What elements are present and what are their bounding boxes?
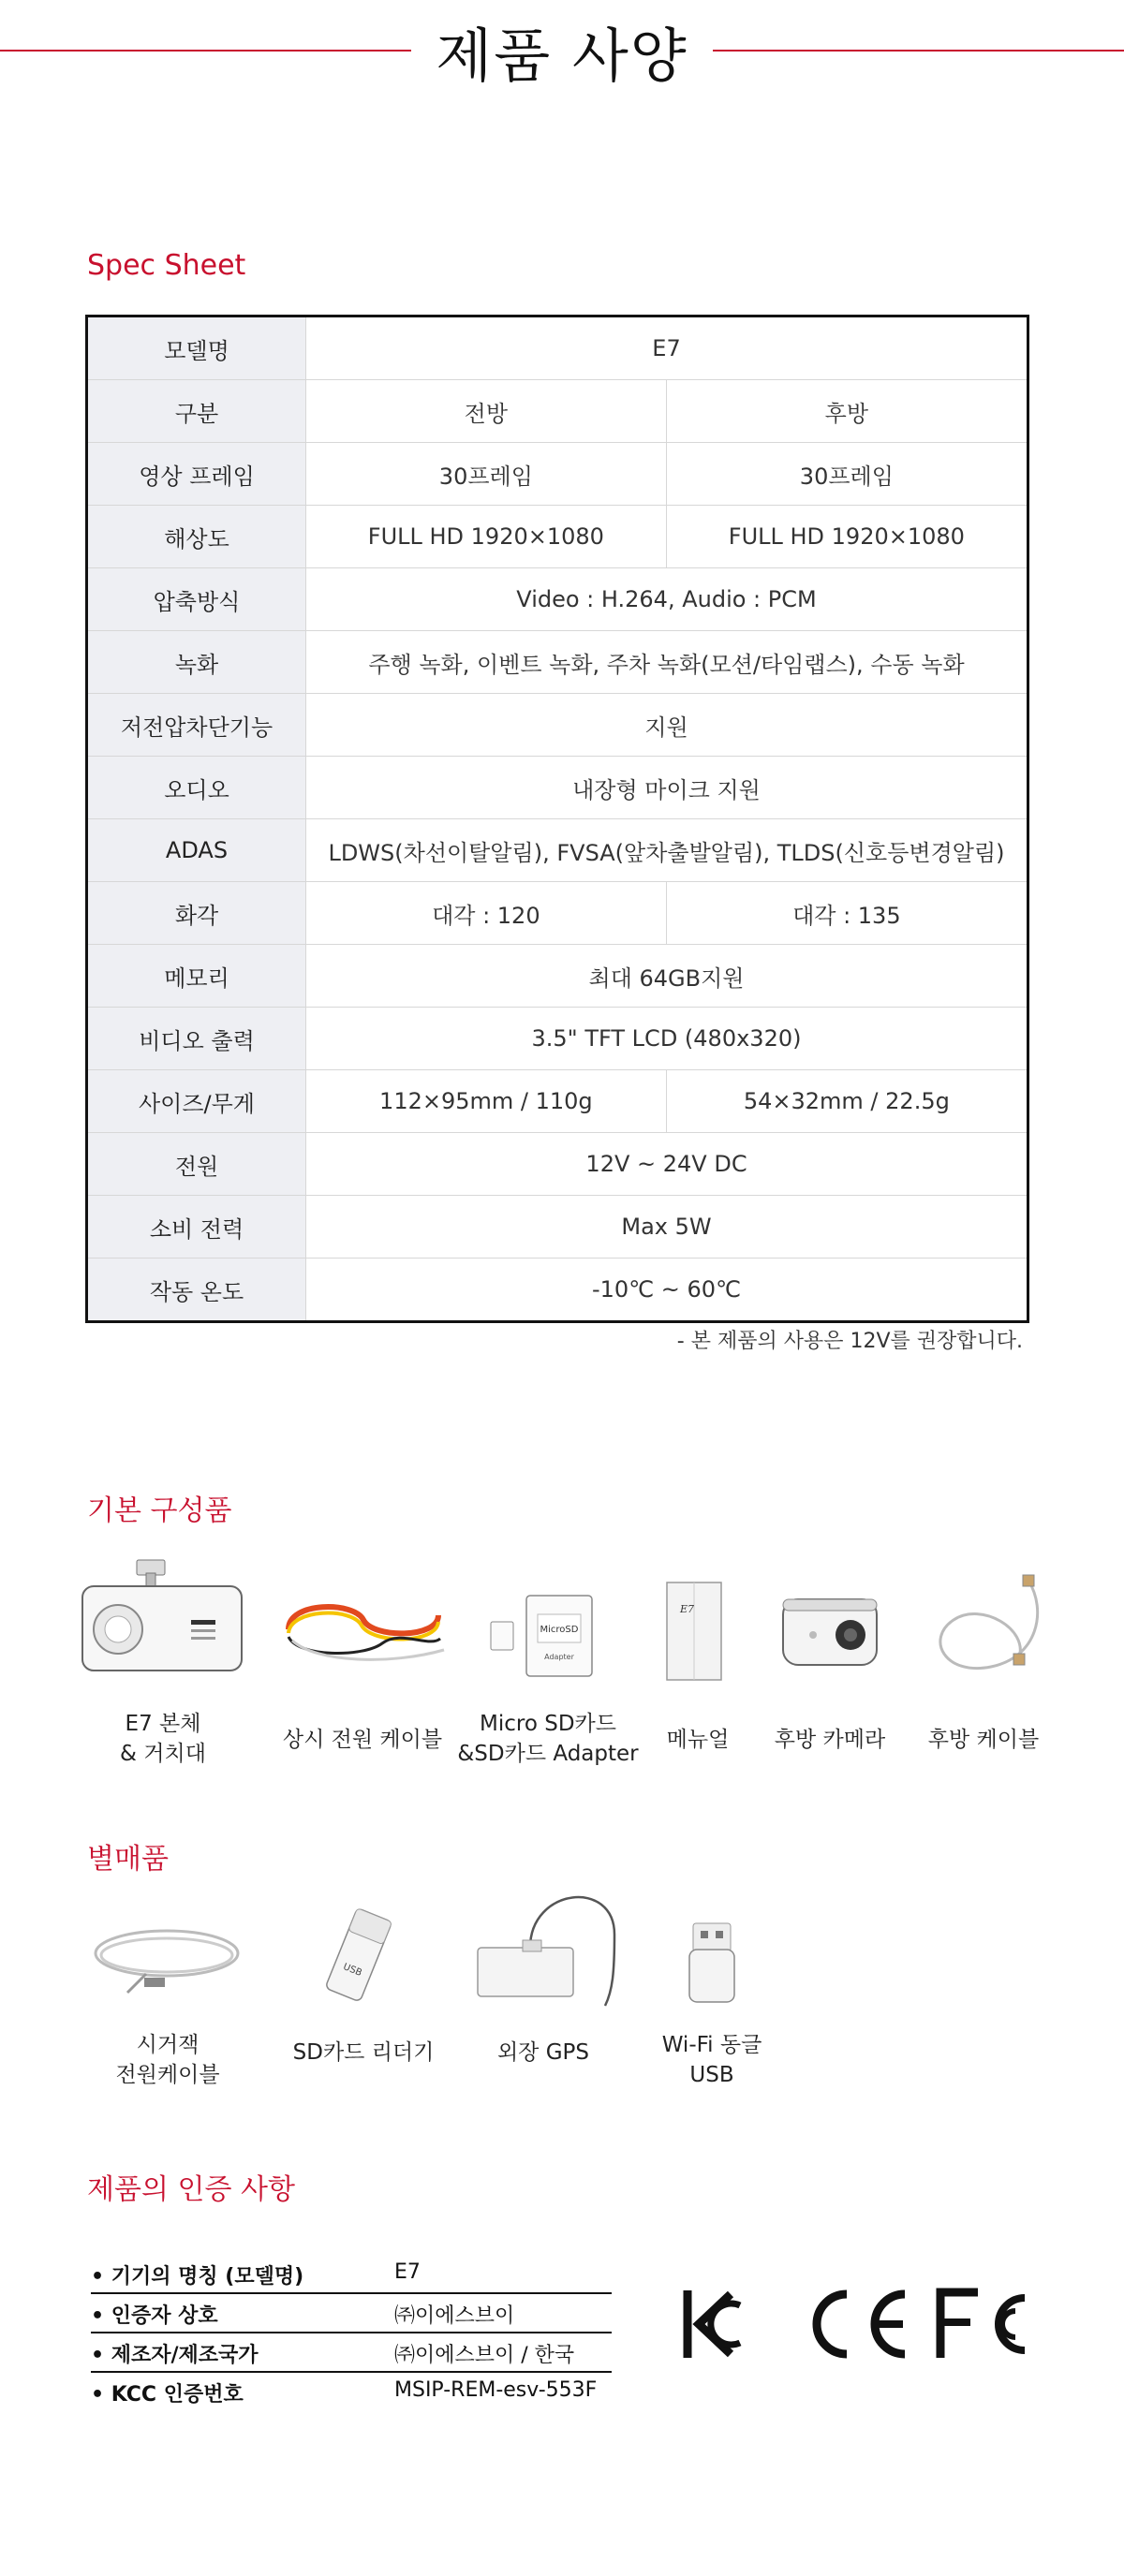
optional-item-cigar-cable: 시거잭 전원케이블 [115,2033,220,2087]
basic-item-manual: 메뉴얼 [666,1728,730,1752]
spec-value: E7 [306,316,1028,380]
spec-value-front: 전방 [306,380,667,443]
spec-label: 저전압차단기능 [87,694,306,757]
spec-value: 3.5" TFT LCD (480x320) [306,1008,1028,1070]
spec-value: Max 5W [306,1196,1028,1259]
cert-row-manufacturer: • 제조자/제조국가 ㈜이에스브이 / 한국 [91,2344,575,2367]
optional-item-sd-reader: SD카드 리더기 [292,2040,435,2065]
spec-label: 녹화 [87,631,306,694]
spec-label: 해상도 [87,506,306,568]
power-cable-icon [279,1592,446,1667]
spec-value: Video : H.264, Audio : PCM [306,568,1028,631]
spec-label: 오디오 [87,757,306,819]
microsd-card-icon [487,1592,599,1682]
ce-logo [817,2294,905,2354]
basic-item-rear-camera: 후방 카메라 [774,1728,886,1752]
spec-value-rear: 대각 : 135 [666,882,1028,945]
cert-row-kcc-number: • KCC 인증번호 MSIP-REM-esv-553F [91,2378,598,2407]
spec-row [87,1008,1028,1070]
optional-items-title: 별매품 [87,1843,169,1876]
spec-label: 구분 [87,380,306,443]
spec-row [87,1133,1028,1196]
spec-label: 소비 전력 [87,1196,306,1259]
dashcam-body-icon [81,1556,245,1676]
spec-value-rear: 54×32mm / 22.5g [666,1070,1028,1133]
spec-row [87,694,1028,757]
spec-note: - 본 제품의 사용은 12V를 권장합니다. [676,1330,1023,1353]
spec-row [87,316,1028,380]
spec-row [87,1196,1028,1259]
spec-row [87,757,1028,819]
basic-item-rear-cable: 후방 케이블 [927,1728,1040,1752]
spec-value: LDWS(차선이탈알림), FVSA(앞차출발알림), TLDS(신호등변경알림) [306,819,1028,882]
spec-label: 화각 [87,882,306,945]
spec-value: 최대 64GB지원 [306,945,1028,1008]
spec-value-rear: 30프레임 [666,443,1028,506]
spec-value-front: FULL HD 1920×1080 [306,506,667,568]
spec-sheet-title: Spec Sheet [87,249,246,282]
spec-row [87,506,1028,568]
spec-label: 작동 온도 [87,1259,306,1322]
spec-value: 지원 [306,694,1028,757]
spec-label: 사이즈/무게 [87,1070,306,1133]
fcc-logo [940,2292,1025,2358]
spec-row [87,819,1028,882]
sd-reader-icon [315,1906,403,2008]
sd-adapter-text: Adapter [544,1653,574,1661]
spec-label: 압축방식 [87,568,306,631]
spec-label: 전원 [87,1133,306,1196]
spec-row [87,631,1028,694]
spec-value: 내장형 마이크 지원 [306,757,1028,819]
basic-components-title: 기본 구성품 [87,1494,232,1527]
kc-logo [688,2290,740,2358]
spec-label: 영상 프레임 [87,443,306,506]
page-title: 제품 사양 [0,9,1124,93]
basic-item-power-cable: 상시 전원 케이블 [282,1728,443,1752]
optional-item-gps: 외장 GPS [496,2040,590,2065]
spec-value-rear: FULL HD 1920×1080 [666,506,1028,568]
spec-row [87,568,1028,631]
basic-item-body: E7 본체 & 거치대 [120,1712,206,1766]
spec-value-front: 30프레임 [306,443,667,506]
certification-title: 제품의 인증 사항 [87,2173,295,2206]
spec-table [85,315,1029,1323]
external-gps-icon [474,1878,624,2011]
sd-card-text: MicroSD [540,1625,579,1635]
optional-item-wifi-dongle: Wi-Fi 동글 USB [661,2033,762,2087]
rear-camera-icon [776,1592,884,1672]
basic-item-sd-card: Micro SD카드 &SD카드 Adapter [457,1712,639,1766]
spec-value: 12V ~ 24V DC [306,1133,1028,1196]
spec-row [87,945,1028,1008]
spec-value-front: 대각 : 120 [306,882,667,945]
cigar-cable-icon [90,1921,245,1998]
spec-label: 비디오 출력 [87,1008,306,1070]
spec-value: 주행 녹화, 이벤트 녹화, 주차 녹화(모션/타임랩스), 수동 녹화 [306,631,1028,694]
manual-icon [661,1577,727,1685]
spec-label: ADAS [87,819,306,882]
certification-logos [678,2285,1034,2363]
wifi-dongle-icon [684,1920,740,2008]
spec-row [87,882,1028,945]
spec-row [87,1259,1028,1322]
spec-label: 메모리 [87,945,306,1008]
manual-logo-text: E7 [680,1603,695,1615]
spec-value: -10℃ ~ 60℃ [306,1259,1028,1322]
spec-row [87,1070,1028,1133]
spec-value-rear: 후방 [666,380,1028,443]
spec-row [87,380,1028,443]
rear-cable-icon [925,1573,1047,1685]
spec-row [87,443,1028,506]
spec-value-front: 112×95mm / 110g [306,1070,667,1133]
cert-row-model: • 기기의 명칭 (모델명) E7 [91,2260,421,2289]
spec-label: 모델명 [87,316,306,380]
cert-row-certifier: • 인증자 상호 ㈜이에스브이 [91,2304,515,2328]
usb-text: USB [341,1962,363,1979]
